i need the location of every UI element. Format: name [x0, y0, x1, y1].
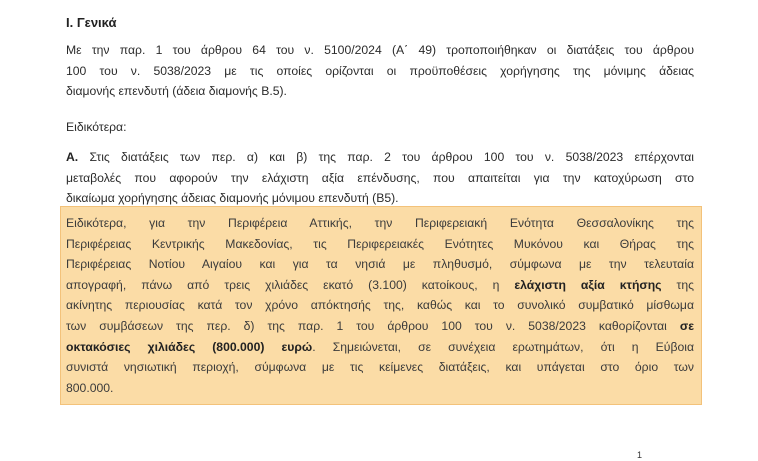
intro-line: διαμονής επενδυτή (άδεια διαμονής Β.5).	[66, 84, 287, 99]
min-value-emphasis: ελάχιστη αξία κτήσης	[514, 277, 662, 292]
intro-line: Με την παρ. 1 του άρθρου 64 του ν. 5100/2024 (Α΄ 49) τροποποιήθηκαν οι διατάξεις του άρθρου	[66, 43, 694, 57]
highlight-line: συνιστά νησιωτική περιοχή, σύμφωνα με τις κείμενες διατάξεις, και υπάγεται στο όριο των	[66, 360, 694, 375]
highlight-line: ακίνητης περιουσίας κατά τον χρόνο απόκτησής της, καθώς και το συνολικό συμβατικό μίσθωμα	[66, 298, 694, 313]
amount-emphasis: οκτακόσιες χιλιάδες (800.000) ευρώ	[66, 339, 313, 354]
point-a-line: δικαίωμα χορήγησης άδειας διαμονής μόνιμου επενδυτή (Β5).	[66, 191, 399, 206]
highlight-line: απογραφή, πάνω από τρεις χιλιάδες εκατό (3.100) κατοίκους, η ελάχιστη αξία κτήσης της	[66, 277, 694, 292]
highlight-line: 800.000.	[66, 380, 114, 395]
highlight-line: των συμβάσεων της περ. δ) της παρ. 1 του άρθρου 100 του ν. 5038/2023 καθορίζονται σε	[66, 318, 694, 333]
amount-emphasis-start: σε	[679, 318, 694, 333]
specifically-label: Ειδικότερα:	[66, 120, 127, 134]
point-a-line: Α. Στις διατάξεις των περ. α) και β) της παρ. 2 του άρθρου 100 του ν. 5038/2023 επέρχονται	[66, 150, 694, 164]
point-a-paragraph	[66, 147, 694, 209]
highlighted-paragraph	[66, 213, 694, 398]
highlight-line: οκτακόσιες χιλιάδες (800.000) ευρώ. Σημειώνεται, σε συνέχεια ερωτημάτων, ότι η Εύβοια	[66, 339, 694, 354]
highlight-line: Περιφέρειας Κεντρικής Μακεδονίας, τις Περιφερειακές Ενότητες Μυκόνου και Θήρας της	[66, 236, 694, 251]
page-number: 1	[637, 450, 643, 460]
highlight-line: Ειδικότερα, για την Περιφέρεια Αττικής, την Περιφερειακή Ενότητα Θεσσαλονίκης της	[66, 216, 694, 230]
point-a-line: μεταβολές που αφορούν την ελάχιστη αξία επένδυσης, που απαιτείται για την κατοχύρωση στο	[66, 170, 694, 185]
intro-paragraph	[66, 40, 694, 102]
section-heading: I. Γενικά	[66, 15, 117, 30]
intro-line: 100 του ν. 5038/2023 με τις οποίες ορίζονται οι προϋποθέσεις χορήγησης της μόνιμης άδειας	[66, 63, 694, 78]
highlight-line: Περιφέρειας Νοτίου Αιγαίου και για τα νησιά με πληθυσμό, σύμφωνα με την τελευταία	[66, 257, 694, 272]
point-a-marker: Α.	[66, 150, 79, 164]
